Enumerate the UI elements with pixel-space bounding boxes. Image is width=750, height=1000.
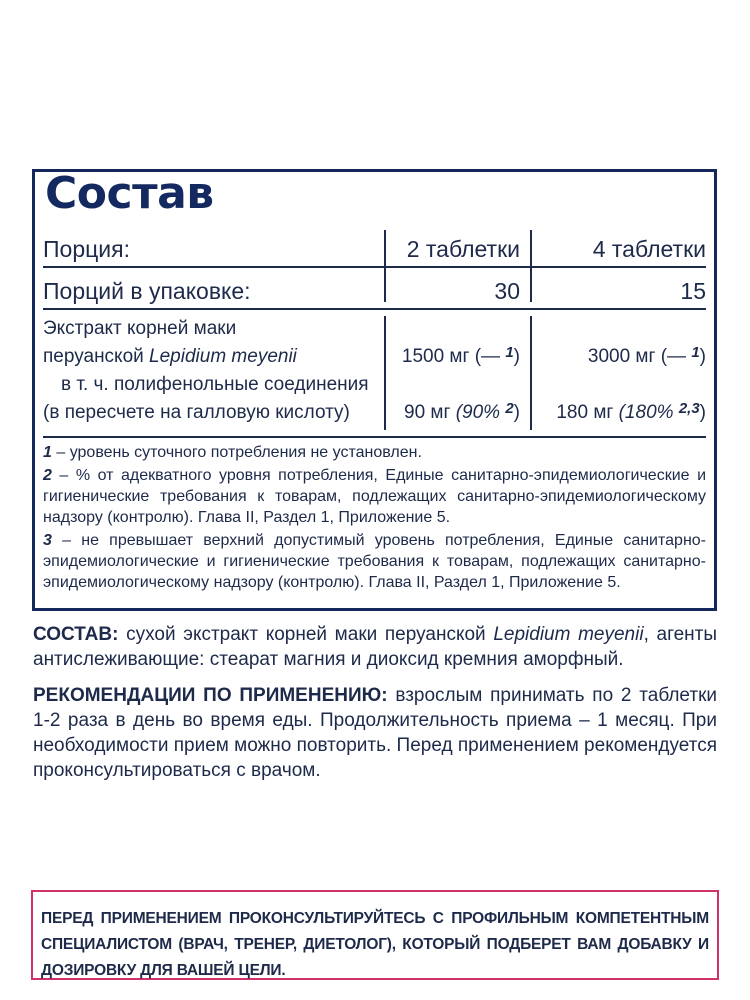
portion-col1: 2 таблетки [406,236,520,262]
footnote-2: 2 – % от адекватного уровня потребления, Единые санитарно-эпидемиологические и гигиенические требования к товарам, подлежащих санитарно-эпидемиологическому надзору (контролю). Глава II, Раздел 1, Приложение 5. [43,467,706,526]
divider-1 [43,266,706,268]
col-separator-2b [530,316,532,430]
col-separator-2a [530,230,532,302]
footnote-3: 3 – не превышает верхний допустимый уровень потребления, Единые санитарно-эпидемиологические и гигиенические требования к товарам, подлежащих санитарно-эпидемиологическому надзору (контролю). Глава II, Раздел 1, Приложение 5. [43,532,706,591]
footnote-1: 1 – уровень суточного потребления не установлен. [43,444,422,461]
col-separator-1a [384,230,386,302]
portion-label: Порция: [43,236,130,262]
panel-title: Состав [45,168,214,219]
warning-box [31,890,719,980]
count-col2: 15 [680,278,706,304]
extract-col2: 3000 мг (— $^1$) [587,344,706,367]
divider-2 [43,308,706,310]
count-label: Порций в упаковке: [43,278,251,304]
extract-col1: 1500 мг (— $^1$) [401,344,520,367]
warning-text: ПЕРЕД ПРИМЕНЕНИЕМ ПРОКОНСУЛЬТИРУЙТЕСЬ С ПРОФИЛЬНЫМ КОМПЕТЕНТНЫМ СПЕЦИАЛИСТОМ (ВРАЧ, ТРЕНЕР, ДИЕТОЛОГ), КОТОРЫЙ ПОДБЕРЕТ ВАМ ДОБАВКУ И ДОЗИРОВКУ ДЛЯ ВАШЕЙ ЦЕЛИ. [41,910,709,979]
recommendations-heading: РЕКОМЕНДАЦИИ ПО ПРИМЕНЕНИЮ: [33,685,388,706]
col-separator-1b [384,316,386,430]
ingredient-line-1: Экстракт корней маки [43,318,237,339]
composition-panel [32,169,717,611]
poly-col2: 180 мг (180% $^{2,3}$) [556,400,706,423]
ingredient-line-3: в т. ч. полифенольные соединения [61,374,369,395]
divider-3 [43,436,706,438]
ingredient-line-2: перуанской Lepidium meyenii [43,346,297,367]
poly-col1: 90 мг (90% $^2$) [404,400,520,423]
ingredient-line-4: (в пересчете на галловую кислоту) [43,402,350,423]
footnotes [43,442,706,595]
composition-heading: СОСТАВ: [33,624,119,645]
composition-paragraph: СОСТАВ: сухой экстракт корней маки перуанской Lepidium meyenii, агенты антислеживающие: стеарат магния и диоксид кремния аморфный. [33,624,717,670]
count-col1: 30 [494,278,520,304]
portion-col2: 4 таблетки [592,236,706,262]
recommendations-paragraph: РЕКОМЕНДАЦИИ ПО ПРИМЕНЕНИЮ: взрослым принимать по 2 таблетки 1-2 раза в день во время еды. Продолжительность приема – 1 месяц. При необходимости прием можно повторить. Перед применением рекомендуется проконсультироваться с врачом. [33,685,717,781]
